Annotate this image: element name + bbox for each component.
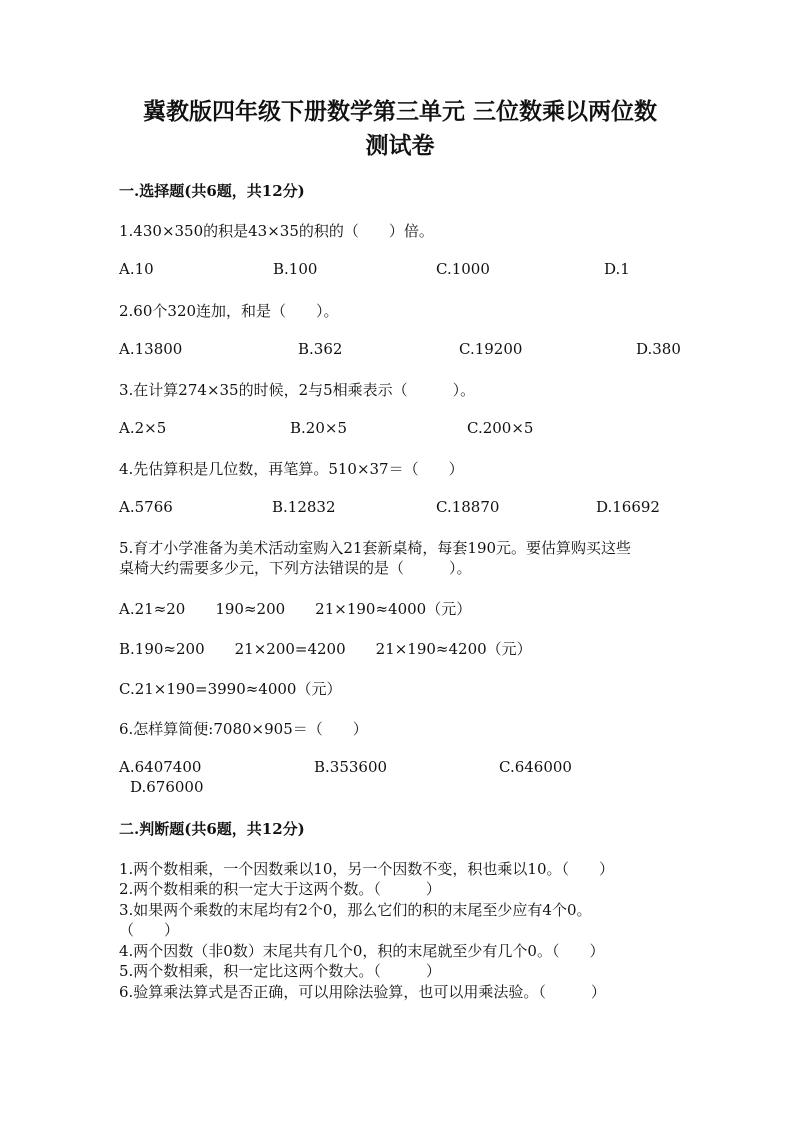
q6-option-c: C.646000 xyxy=(499,758,572,776)
q3-option-b: B.20×5 xyxy=(290,419,347,437)
question-5-line2: 桌椅大约需要多少元，下列方法错误的是（ ）。 xyxy=(119,559,472,577)
q2-option-b: B.362 xyxy=(298,340,343,358)
q5-option-c: C.21×190=3990≈4000（元） xyxy=(119,680,342,698)
judgment-item-1: 1.两个数相乘，一个因数乘以10，另一个因数不变，积也乘以10。（ ） xyxy=(119,860,614,878)
q2-option-d: D.380 xyxy=(636,340,681,358)
q2-option-a: A.13800 xyxy=(119,340,183,358)
q3-option-a: A.2×5 xyxy=(119,419,167,437)
q4-option-d: D.16692 xyxy=(596,498,660,516)
question-6: 6.怎样算简便:7080×905＝（ ） xyxy=(119,720,368,738)
page-title-line1: 冀教版四年级下册数学第三单元 三位数乘以两位数 xyxy=(142,98,657,125)
judgment-item-3: 3.如果两个乘数的末尾均有2个0，那么它们的积的末尾至少应有4个0。 xyxy=(119,901,592,919)
q6-option-b: B.353600 xyxy=(314,758,388,776)
q6-option-a: A.6407400 xyxy=(119,758,202,776)
q6-option-d: D.676000 xyxy=(130,778,204,796)
judgment-item-4: 4.两个因数（非0数）末尾共有几个0，积的末尾就至少有几个0。（ ） xyxy=(119,942,605,960)
judgment-item-6: 6.验算乘法算式是否正确，可以用除法验算，也可以用乘法验。（ ） xyxy=(119,983,606,1001)
judgment-item-3-bracket: （ ） xyxy=(119,921,180,939)
q4-option-c: C.18870 xyxy=(436,498,500,516)
question-5-line1: 5.育才小学准备为美术活动室购入21套新桌椅，每套190元。要估算购买这些 xyxy=(119,539,632,557)
page-title-line2: 测试卷 xyxy=(365,132,435,159)
section-heading-judgment: 二.判断题(共6题，共12分) xyxy=(119,820,305,838)
q5-option-b: B.190≈200 21×200=4200 21×190≈4200（元） xyxy=(119,640,532,658)
judgment-item-5: 5.两个数相乘，积一定比这两个数大。（ ） xyxy=(119,962,441,980)
q1-option-b: B.100 xyxy=(273,260,318,278)
q2-option-c: C.19200 xyxy=(459,340,523,358)
q4-option-b: B.12832 xyxy=(272,498,336,516)
question-3: 3.在计算274×35的时候，2与5相乘表示（ ）。 xyxy=(119,381,476,399)
q3-option-c: C.200×5 xyxy=(467,419,534,437)
question-2: 2.60个320连加，和是（ ）。 xyxy=(119,302,339,320)
q5-option-a: A.21≈20 190≈200 21×190≈4000（元） xyxy=(119,600,472,618)
q1-option-c: C.1000 xyxy=(436,260,490,278)
q4-option-a: A.5766 xyxy=(119,498,173,516)
judgment-item-2: 2.两个数相乘的积一定大于这两个数。（ ） xyxy=(119,880,441,898)
question-1: 1.430×350的积是43×35的积的（ ）倍。 xyxy=(119,222,434,240)
question-4: 4.先估算积是几位数，再笔算。510×37＝（ ） xyxy=(119,460,464,478)
q1-option-d: D.1 xyxy=(604,260,630,278)
q1-option-a: A.10 xyxy=(119,260,154,278)
section-heading-choice: 一.选择题(共6题，共12分) xyxy=(119,182,305,200)
